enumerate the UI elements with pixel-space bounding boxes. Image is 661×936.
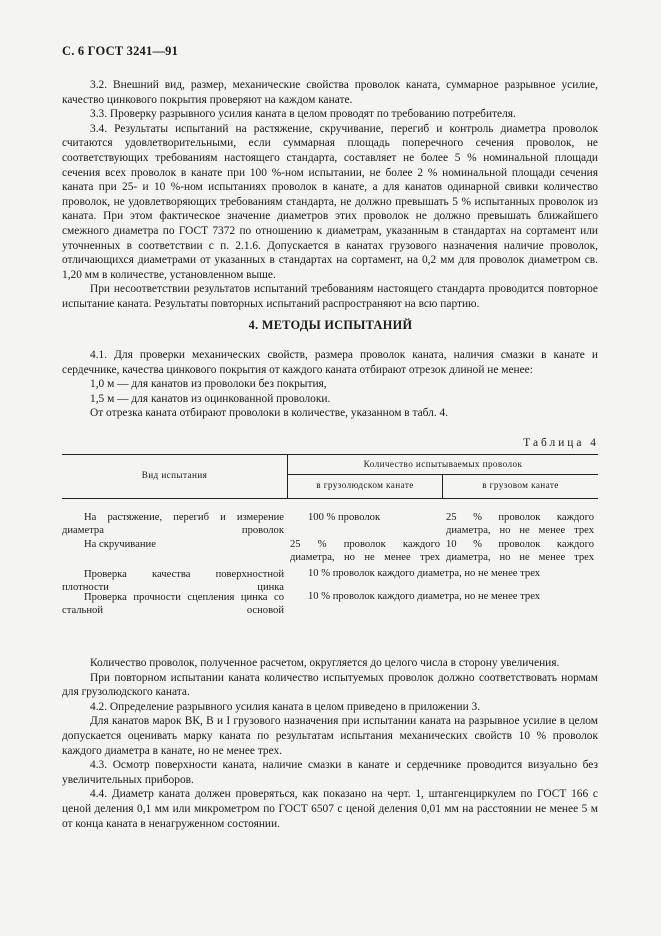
table-cell: На растяжение, перегиб и измерение диаметра проволок	[62, 512, 284, 536]
column-header: в грузовом канате	[482, 480, 559, 490]
paragraph: 4.3. Осмотр поверхности каната, наличие смазки в канате и сердечнике проводится визуально без увеличительных приборов.	[62, 759, 598, 786]
table-cell: Проверка прочности сцепления цинка со стальной основой	[62, 592, 284, 616]
paragraph: Для канатов марок ВК, В и I грузового назначения при испытании каната на разрывное усилие в целом допускается оценивать марку каната по результатам испытания механических свойств 10 % проволок каждого диаметра в канате, но не менее трех.	[62, 715, 598, 757]
table-group-rule	[288, 474, 598, 475]
table-cell: 10 % проволок каждого диаметра, но не менее трех	[308, 568, 541, 579]
table-cell: 10 % проволок каждого диаметра, но не менее трех	[446, 539, 594, 563]
paragraph: При повторном испытании каната количество испытуемых проволок должно соответствовать нормам для грузолюдского каната.	[62, 671, 598, 699]
paragraph: 1,0 м — для канатов из проволоки без покрытия,	[90, 378, 327, 391]
paragraph: При несоответствии результатов испытаний требованиям настоящего стандарта проводится повторное испытание каната. Результаты повторных испытаний распространяют на всю партию.	[62, 283, 598, 310]
column-header: Вид испытания	[141, 470, 208, 480]
paragraph: 4.1. Для проверки механических свойств, размера проволок каната, наличия смазки в канате и сердечнике, качества цинкового покрытия от каждого каната отбирают отрезок длиной не менее:	[62, 349, 598, 376]
table-cell: 100 % проволок	[308, 512, 381, 523]
paragraph: 3.2. Внешний вид, размер, механические свойства проволок каната, суммарное разрывное усилие, качество цинкового покрытия проверяют на каждом канате.	[62, 79, 598, 106]
paragraph: 3.4. Результаты испытаний на растяжение, скручивание, перегиб и контроль диаметра проволок считаются удовлетворительными, если суммарная площадь поперечного сечения проволок, не соответствующих требованиям настоящего стандарта, составляет не более 5 % номинальной площади сечения всех проволок в канате при 100 %-ном испытании, не более 2 % номинальной площади сечения каната при 25- и 10 %-ном испытаниях проволок в канате, а для канатов одинарной свивки количество проволок, не удовлетворяющих требованиям стандарта, не должно превышать 5 % испытанных проволок из каната. При этом фактическое значение диаметров этих проволок не должно превышать ближайшего смежного диаметра по ГОСТ 7372 по отношению к диаметрам, указанным в стандартах на сортамент или уточненных в соответствии с п. 2.1.6. Допускается в канатах грузового назначения наличие проволок, отличающихся диаметрами от указанных в стандартах на сортамент, на 0,2 мм для проволок диаметром св. 1,20 мм в количестве, установленном выше.	[62, 122, 598, 281]
paragraph: От отрезка каната отбирают проволоки в количестве, указанном в табл. 4.	[90, 407, 449, 420]
table-cell: 25 % проволок каждого диаметра, но не менее трех	[290, 539, 440, 563]
table-cell: Проверка качества поверхностной плотности цинка	[62, 569, 284, 593]
paragraph: 3.3. Проверку разрывного усилия каната в целом проводят по требованию потребителя.	[90, 108, 516, 121]
page-header: С. 6 ГОСТ 3241—91	[62, 44, 179, 58]
column-header: в грузолюдском канате	[316, 480, 414, 490]
table-cell: На скручивание	[84, 539, 156, 550]
clause-4-2-block	[62, 656, 598, 831]
table-top-rule	[62, 454, 598, 455]
column-group-header: Количество испытываемых проволок	[363, 459, 523, 469]
table-cell: 25 % проволок каждого диаметра, но не менее трех	[446, 512, 594, 536]
section-title: 4. МЕТОДЫ ИСПЫТАНИЙ	[248, 318, 413, 332]
table-caption: Таблица 4	[523, 437, 599, 449]
table-cell: 10 % проволок каждого диаметра, но не менее трех	[308, 591, 541, 602]
clause-4-1-block	[62, 348, 598, 421]
paragraph: 1,5 м — для канатов из оцинкованной проволоки.	[90, 392, 331, 405]
paragraph: Количество проволок, полученное расчетом, округляется до целого числа в сторону увеличения.	[90, 657, 560, 669]
paragraph: 4.4. Диаметр каната должен проверяться, как показано на черт. 1, штангенциркулем по ГОСТ 166 с ценой деления 0,1 мм или микрометром по ГОСТ 6507 с ценой деления 0,01 мм на расстоянии не менее 5 м от конца каната в ненагруженном состоянии.	[62, 788, 598, 830]
clause-3-block	[62, 78, 598, 312]
table-header-rule	[62, 498, 598, 499]
paragraph: 4.2. Определение разрывного усилия каната в целом приведено в приложении 3.	[90, 700, 481, 713]
